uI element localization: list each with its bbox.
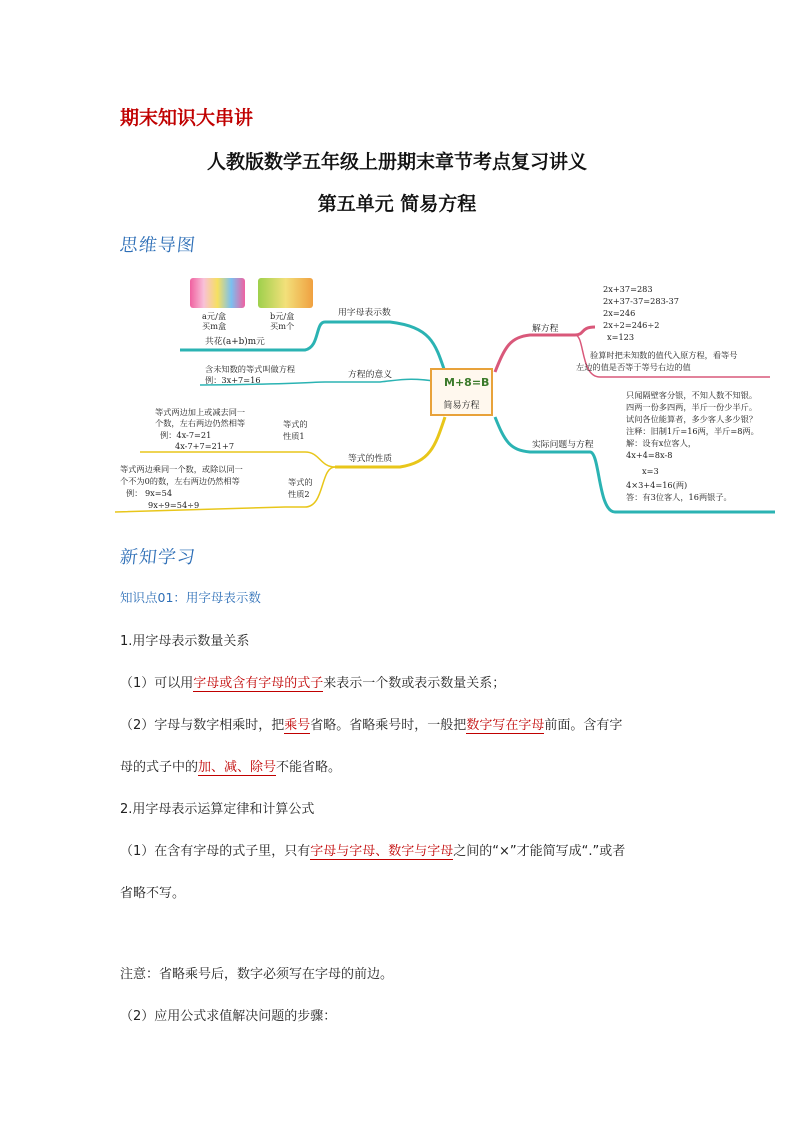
p1-underlined: 字母或含有字母的式子: [193, 676, 324, 691]
apply-note-4: 注释：旧制1斤=16两，半斤=8两。: [626, 426, 759, 436]
property1-note-3: 例：4x-7=21: [160, 430, 212, 440]
property1-note-4: 4x-7+7=21+7: [175, 441, 235, 451]
heading-2: 2.用字母表示运算定律和计算公式: [120, 802, 315, 817]
property2-note-4: 9x÷9=54÷9: [148, 500, 200, 510]
p3-text-a: （1）在含有字母的式子里，只有: [120, 844, 311, 859]
property1-note-1: 等式两边加上或减去同一: [155, 407, 246, 417]
property1-label-line2: 性质1: [283, 431, 305, 441]
paragraph-4: （2）应用公式求值解决问题的步骤：: [120, 1009, 337, 1024]
p2-text-b: 省略。省略乘号时，一般把: [310, 718, 467, 733]
apply-note-5: 解：设有x位客人，: [626, 438, 697, 448]
property2-label-line2: 性质2: [288, 489, 310, 499]
crayon-box-image: [190, 278, 245, 308]
note-text: 注意：省略乘号后，数字必须写在字母的前边。: [120, 967, 394, 982]
meaning-note-1: 含未知数的等式叫做方程: [205, 364, 296, 374]
branch-letter-label: 用字母表示数: [338, 308, 391, 318]
meaning-note-2: 例：3x+7=16: [205, 375, 261, 385]
property2-note-2: 个不为0的数，左右两边仍然相等: [120, 476, 240, 486]
solve-step-2: 2x+37-37=283-37: [603, 296, 679, 306]
b-price-text: b元/盒: [270, 311, 295, 321]
p2b-text-b: 不能省略。: [276, 760, 342, 775]
apply-note-9: 答：有3位客人，16两银子。: [626, 492, 732, 502]
paragraph-2: [120, 714, 622, 733]
paragraph-3-cont: 省略不写。: [120, 886, 186, 901]
a-price-text: a元/盒: [202, 311, 227, 321]
p1-text-b: 来表示一个数或表示数量关系；: [323, 676, 506, 691]
property1-label-line1: 等式的: [283, 419, 308, 429]
total-cost-text: 共花(a+b)m元: [205, 337, 265, 347]
document-title: 人教版数学五年级上册期末章节考点复习讲义: [206, 151, 587, 173]
apply-note-6: 4x+4=8x-8: [626, 450, 673, 460]
apply-note-3: 试问各位能算者，多少客人多少银？: [626, 414, 758, 424]
b-buy-text: 买m个: [270, 321, 295, 331]
check-note-1: 验算时把未知数的值代入原方程，看等号: [590, 350, 738, 360]
branch-meaning-label: 方程的意义: [348, 370, 392, 380]
paragraph-2-cont: [120, 756, 341, 775]
p3-underlined: 字母与字母、数字与字母: [310, 844, 454, 859]
apply-note-7: x=3: [642, 466, 659, 476]
apply-note-1: 只闻隔壁客分银，不知人数不知银。: [626, 390, 758, 400]
apply-note-8: 4×3+4=16(两): [626, 480, 688, 490]
pencil-case-image: [258, 278, 313, 308]
section-mindmap-heading: 思维导图: [118, 235, 197, 256]
a-buy-text: 买m盒: [202, 321, 227, 331]
center-node: [430, 368, 493, 416]
center-node-label: 简易方程: [443, 401, 480, 411]
check-note-2: 左边的值是否等于等号右边的值: [576, 362, 691, 372]
p2-underlined-1: 乘号: [284, 718, 311, 733]
branch-property-label: 等式的性质: [348, 454, 392, 464]
center-formula: M+8=B: [444, 376, 490, 389]
property2-note-1: 等式两边乘同一个数，或除以同一: [120, 464, 243, 474]
p3-text-b: 之间的“×”才能简写成“.”或者: [453, 844, 626, 859]
p2b-underlined: 加、减、除号: [198, 760, 277, 775]
section-new-heading: 新知学习: [118, 547, 197, 568]
p2-underlined-2: 数字写在字母: [466, 718, 545, 733]
paragraph-1: [120, 672, 505, 691]
series-title: 期末知识大串讲: [120, 107, 254, 129]
paragraph-3: [120, 840, 625, 859]
unit-title: 第五单元 简易方程: [317, 193, 477, 215]
property1-note-2: 个数，左右两边仍然相等: [155, 418, 246, 428]
p2b-text-a: 母的式子中的: [120, 760, 199, 775]
mind-map: [110, 272, 790, 532]
solve-step-4: 2x÷2=246÷2: [603, 320, 660, 330]
p2-text-c: 前面。含有字: [544, 718, 623, 733]
branch-apply-label: 实际问题与方程: [532, 440, 594, 450]
branch-solve-label: 解方程: [532, 324, 559, 334]
p2-text-a: （2）字母与数字相乘时，把: [120, 718, 285, 733]
property2-label-line1: 等式的: [288, 477, 313, 487]
knowledge-point-1: 知识点01：用字母表示数: [120, 590, 261, 605]
apply-note-2: 四两一份多四两，半斤一份少半斤。: [626, 402, 758, 412]
heading-1: 1.用字母表示数量关系: [120, 634, 250, 649]
solve-step-5: x=123: [607, 332, 635, 342]
solve-step-1: 2x+37=283: [603, 284, 653, 294]
property2-note-3: 例： 9x=54: [126, 488, 173, 498]
solve-step-3: 2x=246: [603, 308, 636, 318]
p1-text-a: （1）可以用: [120, 676, 194, 691]
